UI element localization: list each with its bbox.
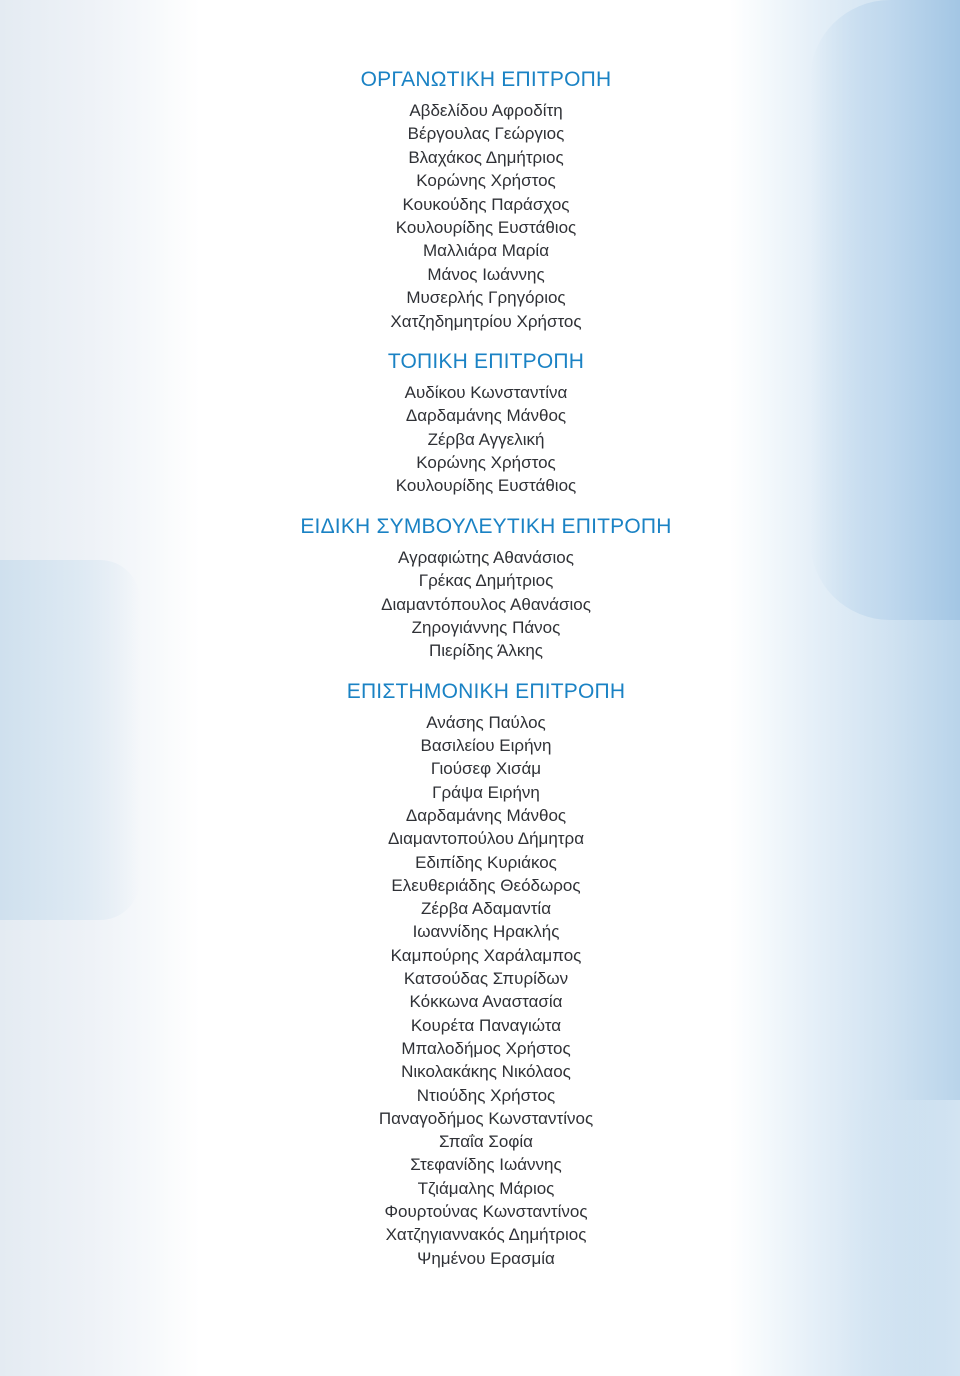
member-name: Δαρδαμάνης Μάνθος xyxy=(405,806,567,825)
member-name: Γράψα Ειρήνη xyxy=(432,782,540,802)
member-name: Καμπούρης Χαράλαμπος xyxy=(390,945,582,965)
member-name: Ζέρβα Αδαμαντία xyxy=(420,899,552,919)
member-name: Ντιούδης Χρήστος xyxy=(416,1085,556,1105)
organizing-committee xyxy=(0,64,960,333)
member-name: Πιερίδης Άλκης xyxy=(429,641,543,661)
member-name: Βέργουλας Γεώργιος xyxy=(407,124,565,144)
member-name: Μάνος Ιωάννης xyxy=(427,264,545,284)
member-list xyxy=(0,546,960,663)
member-name: Γρέκας Δημήτριος xyxy=(418,571,554,591)
section-title: ΤΟΠΙΚΗ ΕΠΙΤΡΟΠΗ xyxy=(387,349,585,373)
member-name: Νικολακάκης Νικόλαος xyxy=(401,1062,571,1082)
member-name: Τζιάμαλης Μάριος xyxy=(417,1178,555,1198)
section-title: ΕΠΙΣΤΗΜΟΝΙΚΗ ΕΠΙΤΡΟΠΗ xyxy=(346,679,626,703)
member-name: Διαμαντοπούλου Δήμητρα xyxy=(387,829,585,849)
committees-list xyxy=(0,64,960,1270)
member-name: Μαλλιάρα Μαρία xyxy=(422,241,550,261)
member-name: Ιωαννίδης Ηρακλής xyxy=(412,922,560,942)
member-name: Ανάσης Παύλος xyxy=(426,712,546,732)
member-name: Εδιπίδης Κυριάκος xyxy=(415,852,557,872)
member-name: Αυδίκου Κωνσταντίνα xyxy=(404,382,568,402)
scientific-committee xyxy=(0,676,960,1270)
member-name: Σπαΐα Σοφία xyxy=(439,1132,533,1152)
member-name: Δαρδαμάνης Μάνθος xyxy=(405,406,567,426)
member-list xyxy=(0,99,960,333)
section-title: ΟΡΓΑΝΩΤΙΚΗ ΕΠΙΤΡΟΠΗ xyxy=(360,68,612,91)
member-name: Κορώνης Χρήστος xyxy=(416,453,556,473)
member-name: Ελευθεριάδης Θεόδωρος xyxy=(391,875,581,895)
member-name: Κορώνης Χρήστος xyxy=(416,171,556,191)
member-name: Διαμαντόπουλος Αθανάσιος xyxy=(381,594,591,614)
member-name: Κατσούδας Σπυρίδων xyxy=(403,969,569,989)
member-name: Βλαχάκος Δημήτριος xyxy=(408,147,564,167)
member-name: Αβδελίδου Αφροδίτη xyxy=(409,101,563,120)
member-name: Φουρτούνας Κωνσταντίνος xyxy=(384,1202,588,1222)
member-name: Στεφανίδης Ιωάννης xyxy=(410,1155,562,1175)
member-list xyxy=(0,711,960,1270)
member-name: Χατζηγιαννακός Δημήτριος xyxy=(385,1225,587,1245)
advisory-committee xyxy=(0,511,960,663)
member-name: Κουκούδης Παράσχος xyxy=(402,194,570,214)
member-name: Ζέρβα Αγγελική xyxy=(427,429,545,449)
member-name: Παναγοδήμος Κωνσταντίνος xyxy=(378,1108,594,1128)
member-name: Ψημένου Ερασμία xyxy=(417,1248,555,1268)
member-name: Γιούσεφ Χισάμ xyxy=(430,759,542,779)
member-name: Μπαλοδήμος Χρήστος xyxy=(401,1038,571,1058)
member-name: Χατζηδημητρίου Χρήστος xyxy=(390,311,582,331)
member-list xyxy=(0,381,960,498)
member-name: Βασιλείου Ειρήνη xyxy=(420,736,552,756)
local-committee xyxy=(0,346,960,498)
member-name: Αγραφιώτης Αθανάσιος xyxy=(398,547,574,567)
member-name: Μυσερλής Γρηγόριος xyxy=(406,288,566,308)
member-name: Ζηρογιάννης Πάνος xyxy=(411,618,561,638)
section-title: ΕΙΔΙΚΗ ΣΥΜΒΟΥΛΕΥΤΙΚΗ ΕΠΙΤΡΟΠΗ xyxy=(300,514,672,538)
member-name: Κουρέτα Παναγιώτα xyxy=(410,1015,562,1035)
member-name: Κόκκωνα Αναστασία xyxy=(409,992,563,1012)
member-name: Κουλουρίδης Ευστάθιος xyxy=(395,476,577,496)
member-name: Κουλουρίδης Ευστάθιος xyxy=(395,217,577,237)
